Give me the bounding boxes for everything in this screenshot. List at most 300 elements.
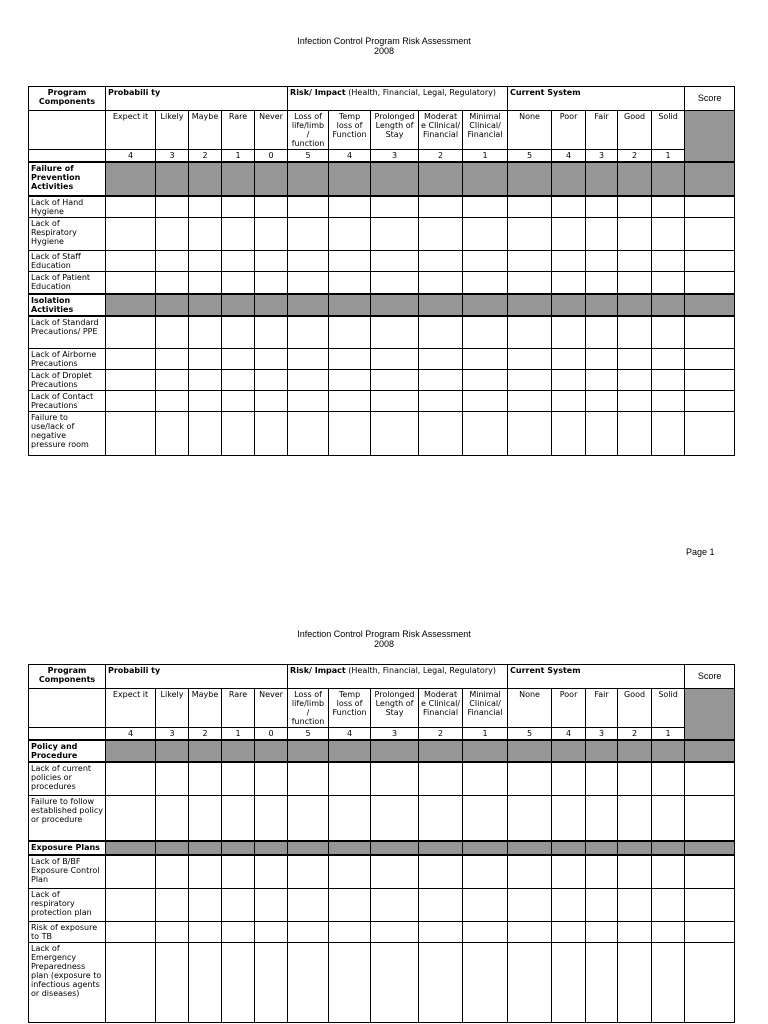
score-input-cell[interactable] [371,196,419,218]
header-sub-0: Expect it [106,111,156,150]
header-num-12: 3 [586,728,618,741]
score-input-cell[interactable] [255,196,288,218]
score-input-cell[interactable] [419,196,463,218]
score-input-cell[interactable] [222,349,255,370]
score-input-cell[interactable] [586,218,618,251]
score-input-cell[interactable] [106,196,156,218]
score-input-cell[interactable] [463,412,508,456]
score-input-cell[interactable] [288,316,329,349]
score-input-cell[interactable] [255,370,288,391]
score-input-cell[interactable] [463,251,508,272]
score-input-cell[interactable] [189,251,222,272]
score-input-cell[interactable] [371,412,419,456]
score-input-cell[interactable] [222,855,255,888]
score-input-cell[interactable] [463,316,508,349]
score-input-cell[interactable] [189,888,222,921]
score-input-cell[interactable] [255,349,288,370]
score-input-cell[interactable] [156,391,189,412]
score-input-cell[interactable] [419,272,463,294]
score-input-cell[interactable] [288,412,329,456]
score-input-cell[interactable] [288,370,329,391]
section-shaded-cell [222,740,255,762]
score-input-cell[interactable] [508,921,552,942]
score-input-cell[interactable] [552,349,586,370]
score-input-cell[interactable] [508,762,552,795]
score-input-cell[interactable] [618,251,652,272]
score-input-cell[interactable] [106,218,156,251]
section-shaded-cell [288,294,329,316]
score-input-cell[interactable] [508,218,552,251]
section-shaded-cell [106,841,156,855]
score-input-cell[interactable] [685,251,735,272]
score-input-cell[interactable] [329,888,371,921]
score-input-cell[interactable] [255,272,288,294]
section-shaded-cell [288,841,329,855]
header-num-12: 3 [586,150,618,163]
header-sub-12: Fair [586,111,618,150]
score-input-cell[interactable] [652,921,685,942]
score-input-cell[interactable] [685,888,735,921]
score-input-cell[interactable] [222,218,255,251]
score-input-cell[interactable] [652,762,685,795]
section-shaded-cell [419,841,463,855]
score-input-cell[interactable] [156,795,189,841]
row-label: Risk of exposure to TB [29,921,106,942]
header-sub-4: Never [255,689,288,728]
score-input-cell[interactable] [652,391,685,412]
score-input-cell[interactable] [106,888,156,921]
score-input-cell[interactable] [189,218,222,251]
score-input-cell[interactable] [552,762,586,795]
score-input-cell[interactable] [106,316,156,349]
score-input-cell[interactable] [189,370,222,391]
section-shaded-cell [463,162,508,196]
score-input-cell[interactable] [586,316,618,349]
score-input-cell[interactable] [618,196,652,218]
score-input-cell[interactable] [618,795,652,841]
score-input-cell[interactable] [288,218,329,251]
score-input-cell[interactable] [652,412,685,456]
score-input-cell[interactable] [586,349,618,370]
score-input-cell[interactable] [618,316,652,349]
score-input-cell[interactable] [508,370,552,391]
section-title: Isolation Activities [29,294,106,316]
score-input-cell[interactable] [552,391,586,412]
score-input-cell[interactable] [329,349,371,370]
score-input-cell[interactable] [552,316,586,349]
score-input-cell[interactable] [222,412,255,456]
header-risk-impact [288,87,508,111]
section-shaded-cell [652,162,685,196]
score-input-cell[interactable] [419,795,463,841]
score-input-cell[interactable] [156,218,189,251]
score-input-cell[interactable] [552,272,586,294]
score-input-cell[interactable] [618,921,652,942]
score-input-cell[interactable] [371,349,419,370]
score-input-cell[interactable] [508,196,552,218]
section-shaded-cell [189,162,222,196]
score-input-cell[interactable] [255,942,288,1022]
score-input-cell[interactable] [288,921,329,942]
score-input-cell[interactable] [685,316,735,349]
section-shaded-cell [618,740,652,762]
score-input-cell[interactable] [255,795,288,841]
doc-year: 2008 [373,46,395,56]
score-input-cell[interactable] [508,251,552,272]
score-input-cell[interactable] [463,888,508,921]
score-input-cell[interactable] [329,316,371,349]
header-sub-5: Loss of life/limb / function [288,689,329,728]
score-input-cell[interactable] [685,942,735,1022]
score-input-cell[interactable] [463,218,508,251]
score-input-cell[interactable] [586,795,618,841]
score-input-cell[interactable] [652,942,685,1022]
score-input-cell[interactable] [508,888,552,921]
score-input-cell[interactable] [189,795,222,841]
score-input-cell[interactable] [586,855,618,888]
row-label: Lack of Airborne Precautions [29,349,106,370]
score-input-cell[interactable] [685,349,735,370]
score-input-cell[interactable] [222,762,255,795]
score-input-cell[interactable] [419,942,463,1022]
score-input-cell[interactable] [371,888,419,921]
header-program-components: Program Components [29,87,106,111]
score-input-cell[interactable] [106,349,156,370]
score-input-cell[interactable] [371,251,419,272]
score-input-cell[interactable] [618,412,652,456]
score-input-cell[interactable] [371,795,419,841]
score-input-cell[interactable] [371,218,419,251]
score-input-cell[interactable] [463,762,508,795]
score-input-cell[interactable] [618,349,652,370]
score-input-cell[interactable] [586,412,618,456]
section-shaded-cell [106,294,156,316]
score-input-cell[interactable] [106,795,156,841]
score-input-cell[interactable] [156,942,189,1022]
score-input-cell[interactable] [419,921,463,942]
score-input-cell[interactable] [106,391,156,412]
header-num-3: 1 [222,728,255,741]
score-input-cell[interactable] [156,370,189,391]
score-input-cell[interactable] [288,391,329,412]
section-shaded-cell [586,841,618,855]
score-input-cell[interactable] [288,349,329,370]
score-input-cell[interactable] [419,888,463,921]
score-input-cell[interactable] [371,921,419,942]
score-input-cell[interactable] [652,370,685,391]
score-input-cell[interactable] [156,196,189,218]
score-input-cell[interactable] [222,942,255,1022]
header-num-0: 4 [106,150,156,163]
score-input-cell[interactable] [652,272,685,294]
score-input-cell[interactable] [189,855,222,888]
score-input-cell[interactable] [685,391,735,412]
score-input-cell[interactable] [419,412,463,456]
score-input-cell[interactable] [685,795,735,841]
score-input-cell[interactable] [288,795,329,841]
section-shaded-cell [463,841,508,855]
score-input-cell[interactable] [371,855,419,888]
score-input-cell[interactable] [652,251,685,272]
header-num-8: 2 [419,150,463,163]
score-input-cell[interactable] [508,316,552,349]
score-input-cell[interactable] [106,251,156,272]
score-input-cell[interactable] [189,942,222,1022]
header-sub-6: Temp loss of Function [329,689,371,728]
score-input-cell[interactable] [106,412,156,456]
score-input-cell[interactable] [618,855,652,888]
score-input-cell[interactable] [419,316,463,349]
score-input-cell[interactable] [552,795,586,841]
section-shaded-cell [618,162,652,196]
score-input-cell[interactable] [329,942,371,1022]
score-input-cell[interactable] [156,855,189,888]
score-input-cell[interactable] [618,942,652,1022]
score-input-cell[interactable] [552,196,586,218]
score-input-cell[interactable] [419,349,463,370]
score-input-cell[interactable] [255,218,288,251]
score-input-cell[interactable] [586,370,618,391]
score-input-cell[interactable] [552,218,586,251]
score-input-cell[interactable] [329,795,371,841]
score-input-cell[interactable] [189,762,222,795]
score-input-cell[interactable] [652,795,685,841]
score-input-cell[interactable] [156,921,189,942]
score-input-cell[interactable] [156,251,189,272]
header-sub-1: Likely [156,111,189,150]
score-input-cell[interactable] [419,855,463,888]
score-input-cell[interactable] [586,272,618,294]
section-shaded-cell [222,162,255,196]
header-num-5: 5 [288,728,329,741]
score-input-cell[interactable] [222,370,255,391]
score-input-cell[interactable] [463,795,508,841]
score-input-cell[interactable] [288,855,329,888]
score-input-cell[interactable] [222,316,255,349]
row-label: Lack of current policies or procedures [29,762,106,795]
score-input-cell[interactable] [189,921,222,942]
header-num-11: 4 [552,150,586,163]
score-input-cell[interactable] [189,196,222,218]
score-input-cell[interactable] [329,218,371,251]
score-input-cell[interactable] [618,888,652,921]
score-input-cell[interactable] [586,921,618,942]
score-input-cell[interactable] [618,272,652,294]
score-input-cell[interactable] [508,272,552,294]
score-input-cell[interactable] [106,762,156,795]
score-input-cell[interactable] [371,762,419,795]
score-input-cell[interactable] [463,391,508,412]
score-input-cell[interactable] [106,921,156,942]
score-input-cell[interactable] [552,855,586,888]
score-input-cell[interactable] [222,921,255,942]
section-shaded-cell [508,162,552,196]
score-input-cell[interactable] [189,316,222,349]
score-input-cell[interactable] [652,888,685,921]
section-shaded-cell [586,740,618,762]
score-input-cell[interactable] [371,316,419,349]
score-input-cell[interactable] [508,855,552,888]
header-sub-12: Fair [586,689,618,728]
score-input-cell[interactable] [329,412,371,456]
header-sub-14: Solid [652,111,685,150]
score-input-cell[interactable] [508,412,552,456]
score-input-cell[interactable] [508,795,552,841]
score-input-cell[interactable] [329,921,371,942]
score-input-cell[interactable] [371,370,419,391]
row-label: Lack of respiratory protection plan [29,888,106,921]
score-input-cell[interactable] [189,391,222,412]
score-input-cell[interactable] [255,251,288,272]
header-num-10: 5 [508,150,552,163]
score-input-cell[interactable] [288,251,329,272]
score-input-cell[interactable] [255,391,288,412]
score-input-cell[interactable] [618,370,652,391]
score-input-cell[interactable] [255,762,288,795]
score-input-cell[interactable] [222,795,255,841]
header-num-0: 4 [106,728,156,741]
section-shaded-cell [106,162,156,196]
score-input-cell[interactable] [156,316,189,349]
score-input-cell[interactable] [329,370,371,391]
score-input-cell[interactable] [618,218,652,251]
score-input-cell[interactable] [106,272,156,294]
score-input-cell[interactable] [222,391,255,412]
score-input-cell[interactable] [222,251,255,272]
score-input-cell[interactable] [685,218,735,251]
score-input-cell[interactable] [508,349,552,370]
score-input-cell[interactable] [586,391,618,412]
score-input-cell[interactable] [222,888,255,921]
score-input-cell[interactable] [463,370,508,391]
score-input-cell[interactable] [288,762,329,795]
section-title: Failure of Prevention Activities [29,162,106,196]
score-input-cell[interactable] [329,762,371,795]
score-input-cell[interactable] [288,888,329,921]
score-input-cell[interactable] [508,942,552,1022]
doc-title: Infection Control Program Risk Assessment [297,629,471,639]
section-shaded-cell [685,162,735,196]
score-input-cell[interactable] [685,855,735,888]
header-sub-7: Prolonged Length of Stay [371,111,419,150]
score-input-cell[interactable] [189,272,222,294]
score-input-cell[interactable] [586,888,618,921]
score-input-cell[interactable] [156,888,189,921]
header-sub-1: Likely [156,689,189,728]
section-shaded-cell [255,162,288,196]
header-blank-num [29,728,106,741]
score-input-cell[interactable] [586,251,618,272]
score-input-cell[interactable] [586,762,618,795]
score-input-cell[interactable] [463,942,508,1022]
header-score: Score [685,87,735,111]
score-input-cell[interactable] [419,391,463,412]
score-input-cell[interactable] [586,942,618,1022]
row-label: Lack of Standard Precautions/ PPE [29,316,106,349]
score-input-cell[interactable] [222,196,255,218]
score-input-cell[interactable] [156,412,189,456]
score-input-cell[interactable] [288,942,329,1022]
row-label: Lack of Contact Precautions [29,391,106,412]
score-input-cell[interactable] [685,196,735,218]
section-shaded-cell [329,841,371,855]
score-input-cell[interactable] [255,921,288,942]
score-input-cell[interactable] [189,412,222,456]
score-input-cell[interactable] [552,370,586,391]
score-input-cell[interactable] [618,391,652,412]
score-input-cell[interactable] [552,251,586,272]
score-input-cell[interactable] [255,412,288,456]
score-input-cell[interactable] [552,412,586,456]
score-input-cell[interactable] [685,921,735,942]
score-input-cell[interactable] [552,888,586,921]
score-input-cell[interactable] [329,272,371,294]
score-input-cell[interactable] [652,855,685,888]
score-input-cell[interactable] [586,196,618,218]
score-input-cell[interactable] [222,272,255,294]
score-input-cell[interactable] [329,251,371,272]
score-input-cell[interactable] [419,762,463,795]
score-input-cell[interactable] [371,272,419,294]
score-input-cell[interactable] [463,921,508,942]
score-input-cell[interactable] [371,942,419,1022]
score-input-cell[interactable] [552,921,586,942]
score-input-cell[interactable] [156,349,189,370]
score-input-cell[interactable] [685,272,735,294]
score-input-cell[interactable] [189,349,222,370]
header-sub-5: Loss of life/limb / function [288,111,329,150]
score-input-cell[interactable] [329,391,371,412]
score-input-cell[interactable] [685,762,735,795]
score-input-cell[interactable] [652,349,685,370]
header-num-3: 1 [222,150,255,163]
score-input-cell[interactable] [371,391,419,412]
score-input-cell[interactable] [156,762,189,795]
section-shaded-cell [106,740,156,762]
score-input-cell[interactable] [652,316,685,349]
header-sub-11: Poor [552,689,586,728]
score-input-cell[interactable] [106,942,156,1022]
score-input-cell[interactable] [685,412,735,456]
score-input-cell[interactable] [329,196,371,218]
score-input-cell[interactable] [106,855,156,888]
score-input-cell[interactable] [463,349,508,370]
score-input-cell[interactable] [288,272,329,294]
score-input-cell[interactable] [463,855,508,888]
section-shaded-cell [189,841,222,855]
score-input-cell[interactable] [419,218,463,251]
score-input-cell[interactable] [419,251,463,272]
score-input-cell[interactable] [255,855,288,888]
score-input-cell[interactable] [463,272,508,294]
risk-label: Risk/ Impact [290,666,346,675]
score-input-cell[interactable] [508,391,552,412]
score-input-cell[interactable] [652,196,685,218]
score-input-cell[interactable] [255,888,288,921]
header-sub-9: Minimal Clinical/ Financial [463,689,508,728]
score-input-cell[interactable] [618,762,652,795]
score-input-cell[interactable] [685,370,735,391]
score-input-cell[interactable] [156,272,189,294]
score-input-cell[interactable] [106,370,156,391]
score-input-cell[interactable] [329,855,371,888]
score-input-cell[interactable] [463,196,508,218]
score-input-cell[interactable] [652,218,685,251]
score-input-cell[interactable] [552,942,586,1022]
score-input-cell[interactable] [288,196,329,218]
score-input-cell[interactable] [255,316,288,349]
score-input-cell[interactable] [419,370,463,391]
